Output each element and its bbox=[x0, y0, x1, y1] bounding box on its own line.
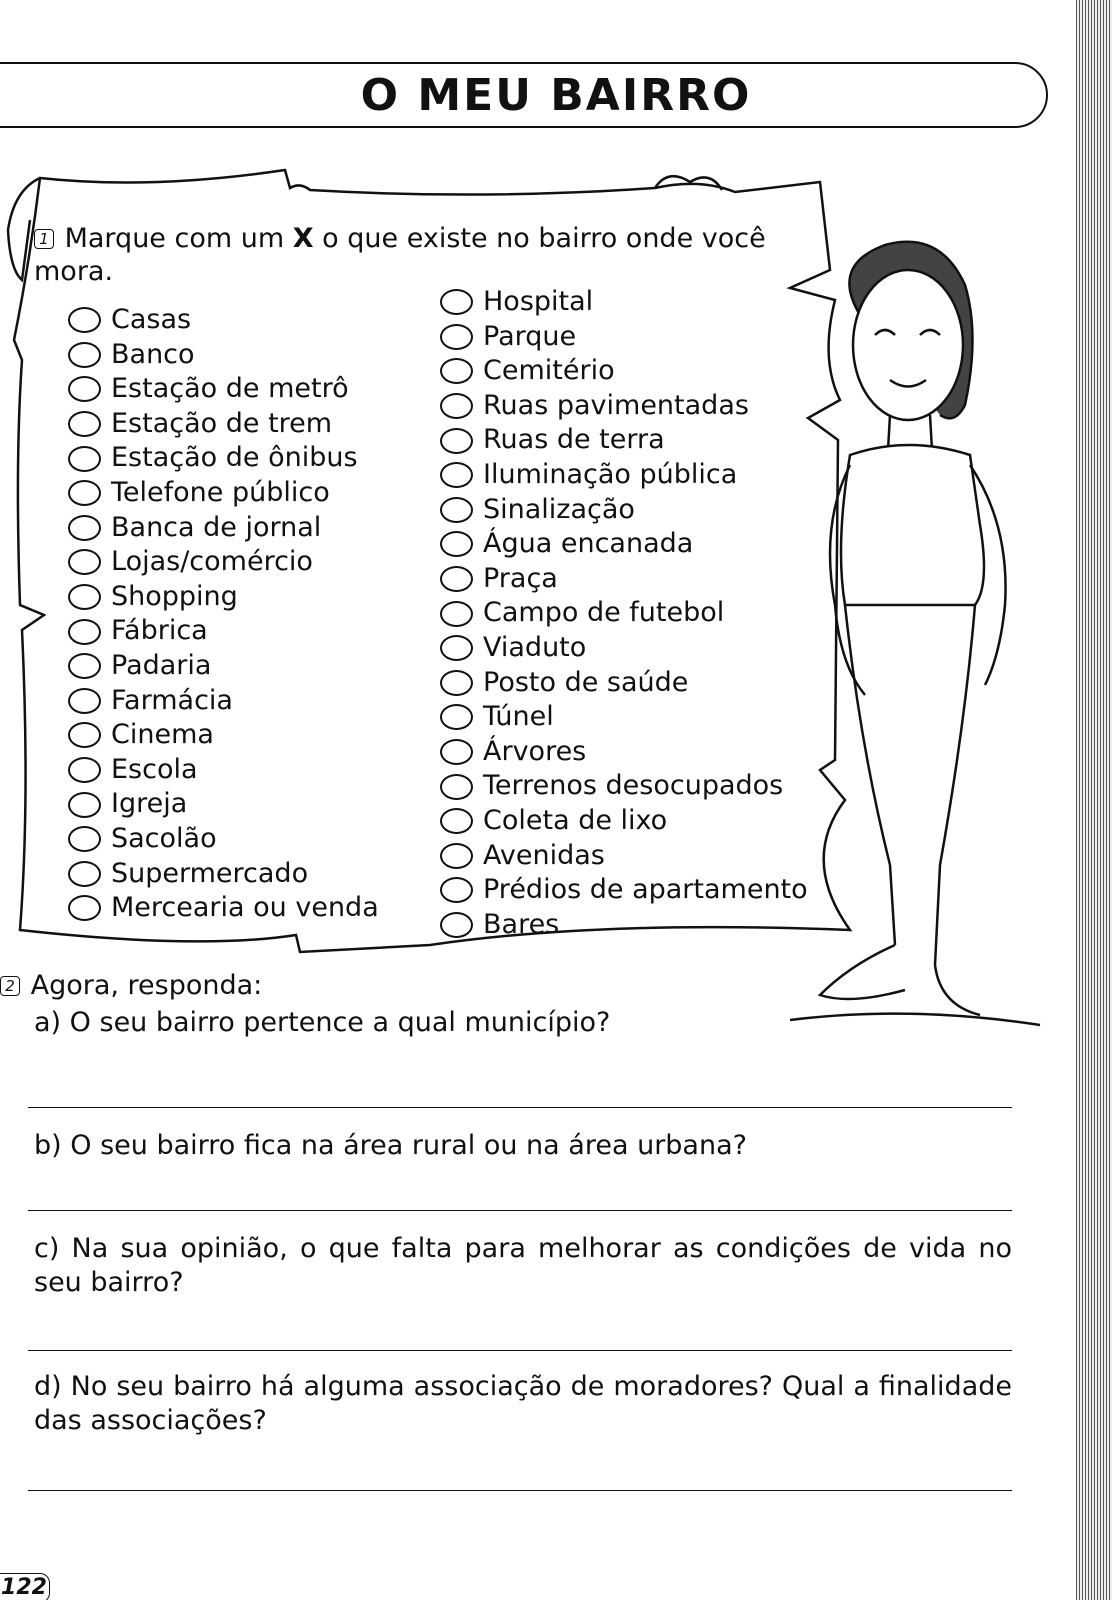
checkbox-oval[interactable] bbox=[440, 289, 473, 315]
checklist-item[interactable]: Shopping bbox=[68, 580, 379, 615]
checkbox-oval[interactable] bbox=[440, 877, 473, 903]
checklist-item[interactable]: Ruas de terra bbox=[440, 423, 808, 458]
checkbox-oval[interactable] bbox=[68, 688, 101, 714]
checklist-item[interactable]: Sinalização bbox=[440, 493, 808, 528]
question-2d: d) No seu bairro há alguma associação de moradores? Qual a finalidade das associações? bbox=[34, 1371, 1012, 1436]
checkbox-oval[interactable] bbox=[440, 566, 473, 592]
checkbox-oval[interactable] bbox=[440, 393, 473, 419]
page-number: 122 bbox=[0, 1573, 50, 1600]
checklist-item[interactable]: Terrenos desocupados bbox=[440, 769, 808, 804]
checkbox-oval[interactable] bbox=[440, 601, 473, 627]
question-1-suffix: o que existe no bairro onde você mora. bbox=[34, 223, 766, 287]
checkbox-oval[interactable] bbox=[440, 843, 473, 869]
checklist-item[interactable]: Cemitério bbox=[440, 354, 808, 389]
checkbox-oval[interactable] bbox=[440, 358, 473, 384]
girl-illustration bbox=[790, 225, 1050, 1045]
checklist-item[interactable]: Coleta de lixo bbox=[440, 804, 808, 839]
checkbox-oval[interactable] bbox=[440, 739, 473, 765]
checkbox-oval[interactable] bbox=[440, 808, 473, 834]
question-2a: a) O seu bairro pertence a qual município? bbox=[34, 1007, 611, 1038]
checklist-column-1 bbox=[68, 303, 379, 926]
checklist-column-2 bbox=[440, 285, 808, 942]
checklist-item[interactable]: Estação de metrô bbox=[68, 372, 379, 407]
checkbox-oval[interactable] bbox=[68, 653, 101, 679]
checkbox-oval[interactable] bbox=[440, 531, 473, 557]
checklist-item[interactable]: Estação de trem bbox=[68, 407, 379, 442]
question-2 bbox=[0, 970, 262, 1001]
checklist-item[interactable]: Lojas/comércio bbox=[68, 545, 379, 580]
checkbox-oval[interactable] bbox=[68, 342, 101, 368]
checklist-item[interactable]: Bares bbox=[440, 908, 808, 943]
checklist-item[interactable]: Farmácia bbox=[68, 684, 379, 719]
book-edge bbox=[1076, 0, 1112, 1600]
checkbox-oval[interactable] bbox=[440, 324, 473, 350]
checklist-item[interactable]: Banca de jornal bbox=[68, 511, 379, 546]
checkbox-oval[interactable] bbox=[440, 635, 473, 661]
checkbox-oval[interactable] bbox=[68, 307, 101, 333]
checkbox-oval[interactable] bbox=[440, 497, 473, 523]
checklist-item[interactable]: Cinema bbox=[68, 718, 379, 753]
checkbox-oval[interactable] bbox=[440, 704, 473, 730]
question-1 bbox=[34, 222, 834, 288]
girl-face bbox=[853, 270, 963, 420]
checkbox-oval[interactable] bbox=[68, 480, 101, 506]
checkbox-oval[interactable] bbox=[440, 670, 473, 696]
checklist-item[interactable]: Parque bbox=[440, 320, 808, 355]
page-title: O MEU BAIRRO bbox=[360, 70, 752, 121]
checklist-item[interactable]: Banco bbox=[68, 338, 379, 373]
question-2b: b) O seu bairro fica na área rural ou na área urbana? bbox=[34, 1130, 747, 1161]
checkbox-oval[interactable] bbox=[68, 584, 101, 610]
checkbox-oval[interactable] bbox=[68, 757, 101, 783]
answer-line-c[interactable] bbox=[28, 1350, 1012, 1351]
answer-line-b[interactable] bbox=[28, 1210, 1012, 1211]
checkbox-oval[interactable] bbox=[68, 826, 101, 852]
checklist-item[interactable]: Supermercado bbox=[68, 857, 379, 892]
checklist-item[interactable]: Avenidas bbox=[440, 839, 808, 874]
girl-shoes bbox=[820, 945, 980, 1015]
question-number-1: 1 bbox=[34, 229, 54, 249]
checkbox-oval[interactable] bbox=[440, 774, 473, 800]
checkbox-oval[interactable] bbox=[440, 462, 473, 488]
checklist-item[interactable]: Estação de ônibus bbox=[68, 441, 379, 476]
checkbox-oval[interactable] bbox=[68, 446, 101, 472]
checkbox-oval[interactable] bbox=[68, 722, 101, 748]
checklist-item[interactable]: Escola bbox=[68, 753, 379, 788]
checkbox-oval[interactable] bbox=[68, 792, 101, 818]
checklist-item[interactable]: Sacolão bbox=[68, 822, 379, 857]
checklist-item[interactable]: Árvores bbox=[440, 735, 808, 770]
checkbox-oval[interactable] bbox=[440, 428, 473, 454]
checkbox-oval[interactable] bbox=[68, 861, 101, 887]
checkbox-oval[interactable] bbox=[68, 515, 101, 541]
checklist-item[interactable]: Telefone público bbox=[68, 476, 379, 511]
checkbox-oval[interactable] bbox=[68, 549, 101, 575]
checklist-item[interactable]: Mercearia ou venda bbox=[68, 891, 379, 926]
checklist-item[interactable]: Padaria bbox=[68, 649, 379, 684]
checklist-item[interactable]: Ruas pavimentadas bbox=[440, 389, 808, 424]
answer-line-a[interactable] bbox=[28, 1107, 1012, 1108]
checklist-item[interactable]: Casas bbox=[68, 303, 379, 338]
girl-legs bbox=[845, 605, 975, 965]
girl-top bbox=[841, 445, 984, 605]
girl-ground bbox=[790, 1014, 1040, 1025]
checkbox-oval[interactable] bbox=[68, 411, 101, 437]
question-1-prefix: Marque com um bbox=[64, 223, 293, 254]
checklist-item[interactable]: Campo de futebol bbox=[440, 596, 808, 631]
checklist-item[interactable]: Água encanada bbox=[440, 527, 808, 562]
checklist-item[interactable]: Igreja bbox=[68, 787, 379, 822]
checklist-item[interactable]: Prédios de apartamento bbox=[440, 873, 808, 908]
question-2c: c) Na sua opinião, o que falta para melhorar as condições de vida no seu bairro? bbox=[34, 1233, 1012, 1298]
question-2-label: Agora, responda: bbox=[30, 970, 263, 1001]
answer-line-d[interactable] bbox=[28, 1490, 1012, 1491]
checklist-item[interactable]: Posto de saúde bbox=[440, 666, 808, 701]
question-1-mark: X bbox=[292, 223, 314, 254]
checkbox-oval[interactable] bbox=[440, 912, 473, 938]
checklist-item[interactable]: Viaduto bbox=[440, 631, 808, 666]
checklist-item[interactable]: Iluminação pública bbox=[440, 458, 808, 493]
checklist-item[interactable]: Túnel bbox=[440, 700, 808, 735]
question-number-2: 2 bbox=[0, 976, 20, 996]
checklist-item[interactable]: Hospital bbox=[440, 285, 808, 320]
checkbox-oval[interactable] bbox=[68, 895, 101, 921]
checkbox-oval[interactable] bbox=[68, 376, 101, 402]
checkbox-oval[interactable] bbox=[68, 619, 101, 645]
checklist-item[interactable]: Fábrica bbox=[68, 614, 379, 649]
checklist-item[interactable]: Praça bbox=[440, 562, 808, 597]
